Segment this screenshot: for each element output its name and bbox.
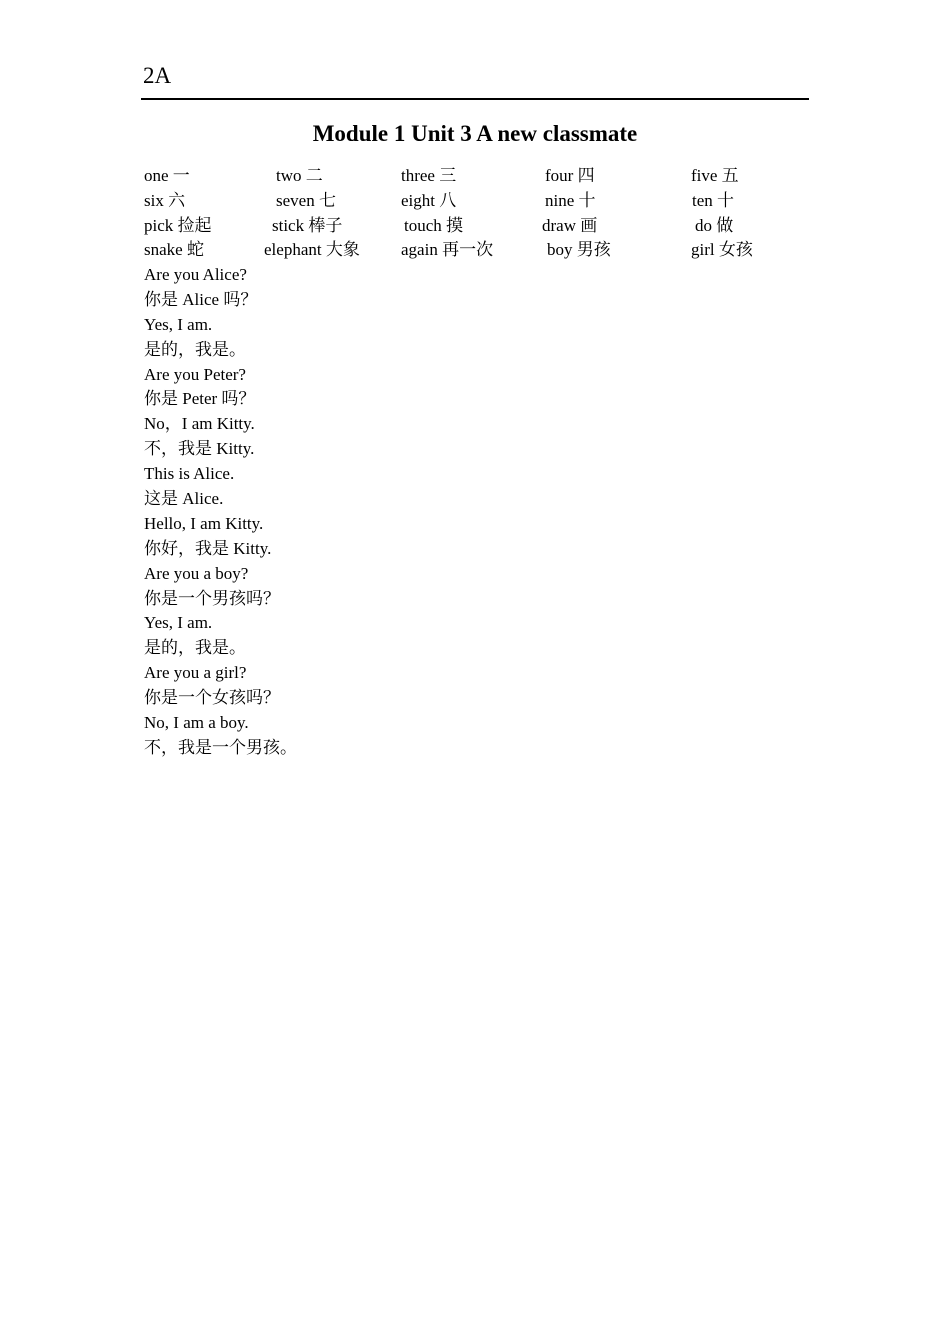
sentence-list	[144, 263, 297, 761]
vocabulary-word: stick 棒子	[272, 215, 343, 235]
sentence-line: Are you Peter?	[144, 364, 246, 384]
vocabulary-word: boy 男孩	[547, 240, 611, 260]
vocabulary-word: draw 画	[542, 215, 598, 235]
vocabulary-word: touch 摸	[404, 215, 464, 235]
vocabulary-word: two 二	[276, 166, 323, 185]
sentence-line: 你是 Peter 吗？	[144, 389, 256, 409]
vocabulary-word: seven 七	[276, 190, 336, 210]
sentence-line: 你是一个男孩吗？	[144, 588, 280, 608]
sentence-line: Hello, I am Kitty.	[144, 513, 264, 533]
sentence-line: 不，我是一个男孩。	[144, 737, 297, 757]
vocabulary-word: one 一	[144, 166, 190, 185]
vocabulary-word: nine 十	[545, 190, 596, 210]
vocabulary-word: pick 捡起	[144, 215, 212, 235]
vocabulary-word: three 三	[401, 166, 457, 185]
vocabulary-word: snake 蛇	[144, 240, 204, 260]
vocabulary-word: four 四	[545, 166, 595, 185]
vocabulary-row	[0, 189, 950, 214]
vocabulary-word: ten 十	[692, 190, 735, 210]
vocabulary-word: six 六	[144, 190, 186, 210]
vocabulary-word: again 再一次	[401, 240, 494, 260]
sentence-line: Are you Alice?	[144, 265, 247, 284]
sentence-line: No, I am a boy.	[144, 713, 249, 733]
sentence-line: Are you a girl?	[144, 663, 247, 683]
sentence-line: 你是 Alice 吗？	[144, 289, 258, 309]
vocabulary-row	[0, 214, 950, 239]
vocabulary-word: eight 八	[401, 190, 457, 210]
vocabulary-word: girl 女孩	[691, 240, 753, 260]
sentence-line: Are you a boy?	[144, 563, 249, 583]
vocabulary-row	[0, 164, 950, 189]
sentence-line: 你是一个女孩吗？	[144, 688, 280, 708]
grade-header: 2A	[143, 63, 172, 88]
vocabulary-word: five 五	[691, 166, 739, 185]
header-rule	[141, 98, 809, 100]
sentence-line: This is Alice.	[144, 464, 235, 484]
sentence-line: 你好，我是 Kitty.	[144, 538, 272, 558]
sentence-line: No，I am Kitty.	[144, 414, 255, 434]
sentence-line: 是的，我是。	[144, 339, 246, 359]
vocabulary-word: elephant 大象	[264, 240, 360, 260]
page-title: Module 1 Unit 3 A new classmate	[312, 121, 638, 146]
sentence-line: Yes, I am.	[144, 314, 213, 334]
sentence-line: 这是 Alice.	[144, 489, 224, 509]
vocabulary-word: do 做	[695, 215, 734, 235]
vocabulary-row	[0, 238, 950, 263]
vocabulary-table	[0, 164, 950, 263]
sentence-line: Yes, I am.	[144, 613, 213, 633]
sentence-line: 不，我是 Kitty.	[144, 439, 255, 459]
sentence-line: 是的，我是。	[144, 638, 246, 658]
